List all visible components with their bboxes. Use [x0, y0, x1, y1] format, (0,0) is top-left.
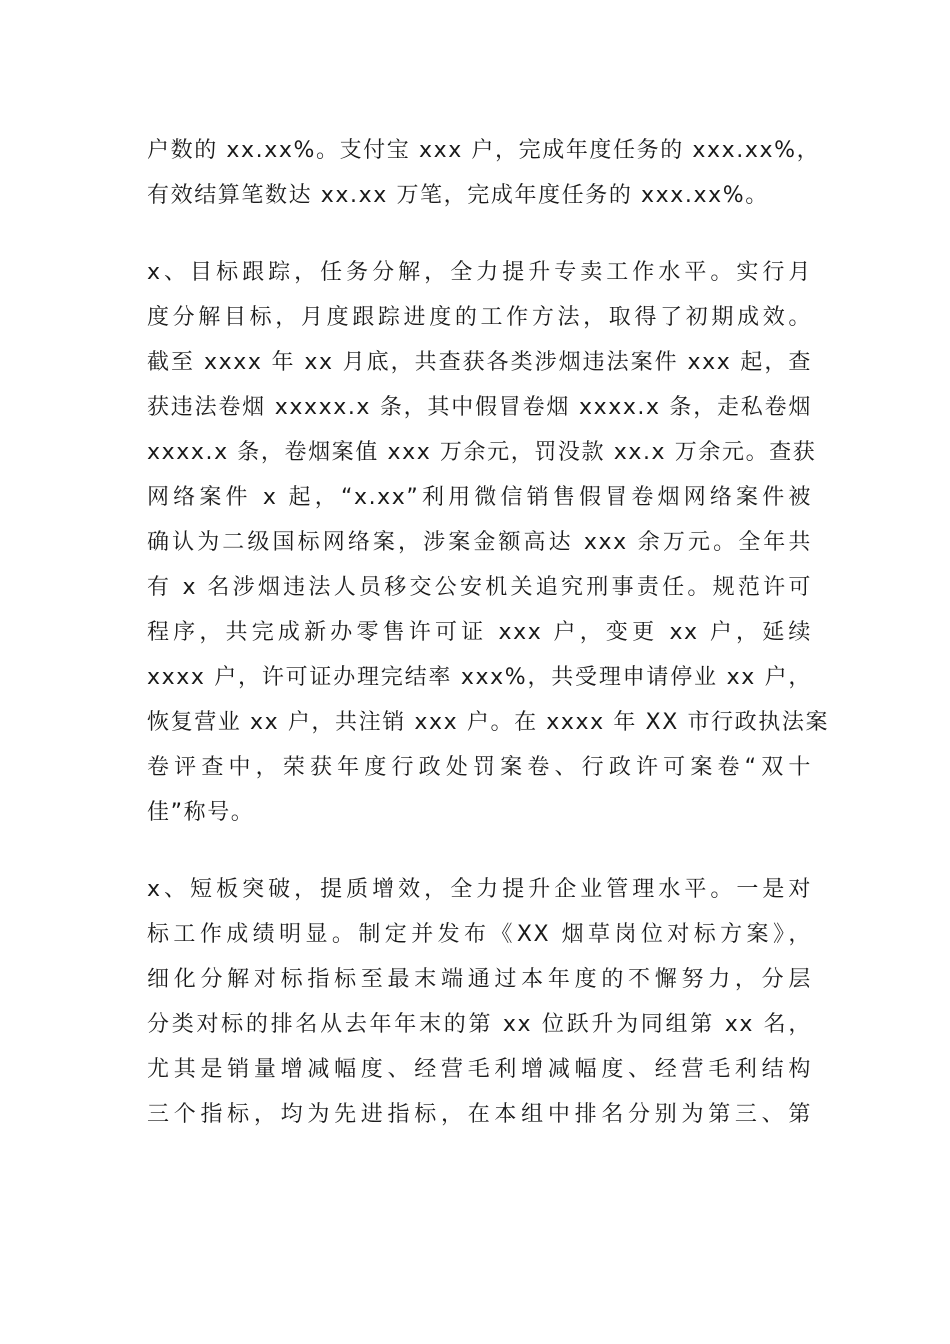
text-line: xxxx 户，许可证办理完结率 xxx%，共受理申请停业 xx 户， — [147, 665, 812, 690]
text-line: x、短板突破，提质增效，全力提升企业管理水平。一是对 — [147, 877, 812, 902]
paragraph-enterprise-management — [147, 867, 812, 1137]
text-line: 有 x 名涉烟违法人员移交公安机关追究刑事责任。规范许可 — [147, 575, 812, 600]
paragraph-monopoly-work — [147, 250, 830, 835]
text-line: 确认为二级国标网络案，涉案金额高达 xxx 余万元。全年共 — [147, 530, 812, 555]
text-line: 卷评查中，荣获年度行政处罚案卷、行政许可案卷“双十 — [147, 755, 812, 780]
paragraph-payment-stats — [147, 128, 821, 218]
text-line: x、目标跟踪，任务分解，全力提升专卖工作水平。实行月 — [147, 260, 812, 285]
text-line: 度分解目标，月度跟踪进度的工作方法，取得了初期成效。 — [147, 305, 812, 330]
text-line: 户数的 xx.xx%。支付宝 xxx 户，完成年度任务的 xxx.xx%， — [147, 138, 821, 163]
text-line: 标工作成绩明显。制定并发布《XX 烟草岗位对标方案》， — [147, 922, 812, 947]
text-line: 三个指标，均为先进指标，在本组中排名分别为第三、第 — [147, 1102, 812, 1127]
text-line: 佳”称号。 — [147, 800, 255, 825]
text-line: 获违法卷烟 xxxxx.x 条，其中假冒卷烟 xxxx.x 条，走私卷烟 — [147, 395, 812, 420]
text-line: 截至 xxxx 年 xx 月底，共查获各类涉烟违法案件 xxx 起，查 — [147, 350, 812, 375]
text-line: 有效结算笔数达 xx.xx 万笔，完成年度任务的 xxx.xx%。 — [147, 183, 769, 208]
text-line: 尤其是销量增减幅度、经营毛利增减幅度、经营毛利结构 — [147, 1057, 812, 1082]
text-line: 分类对标的排名从去年年末的第 xx 位跃升为同组第 xx 名， — [147, 1012, 812, 1037]
text-line: 网络案件 x 起，“x.xx”利用微信销售假冒卷烟网络案件被 — [147, 485, 812, 510]
document-body — [147, 128, 830, 1137]
text-line: 恢复营业 xx 户，共注销 xxx 户。在 xxxx 年 XX 市行政执法案 — [147, 710, 830, 735]
text-line: 程序，共完成新办零售许可证 xxx 户，变更 xx 户，延续 — [147, 620, 812, 645]
text-line: 细化分解对标指标至最末端通过本年度的不懈努力，分层 — [147, 967, 812, 992]
text-line: xxxx.x 条，卷烟案值 xxx 万余元，罚没款 xx.x 万余元。查获 — [147, 440, 817, 465]
